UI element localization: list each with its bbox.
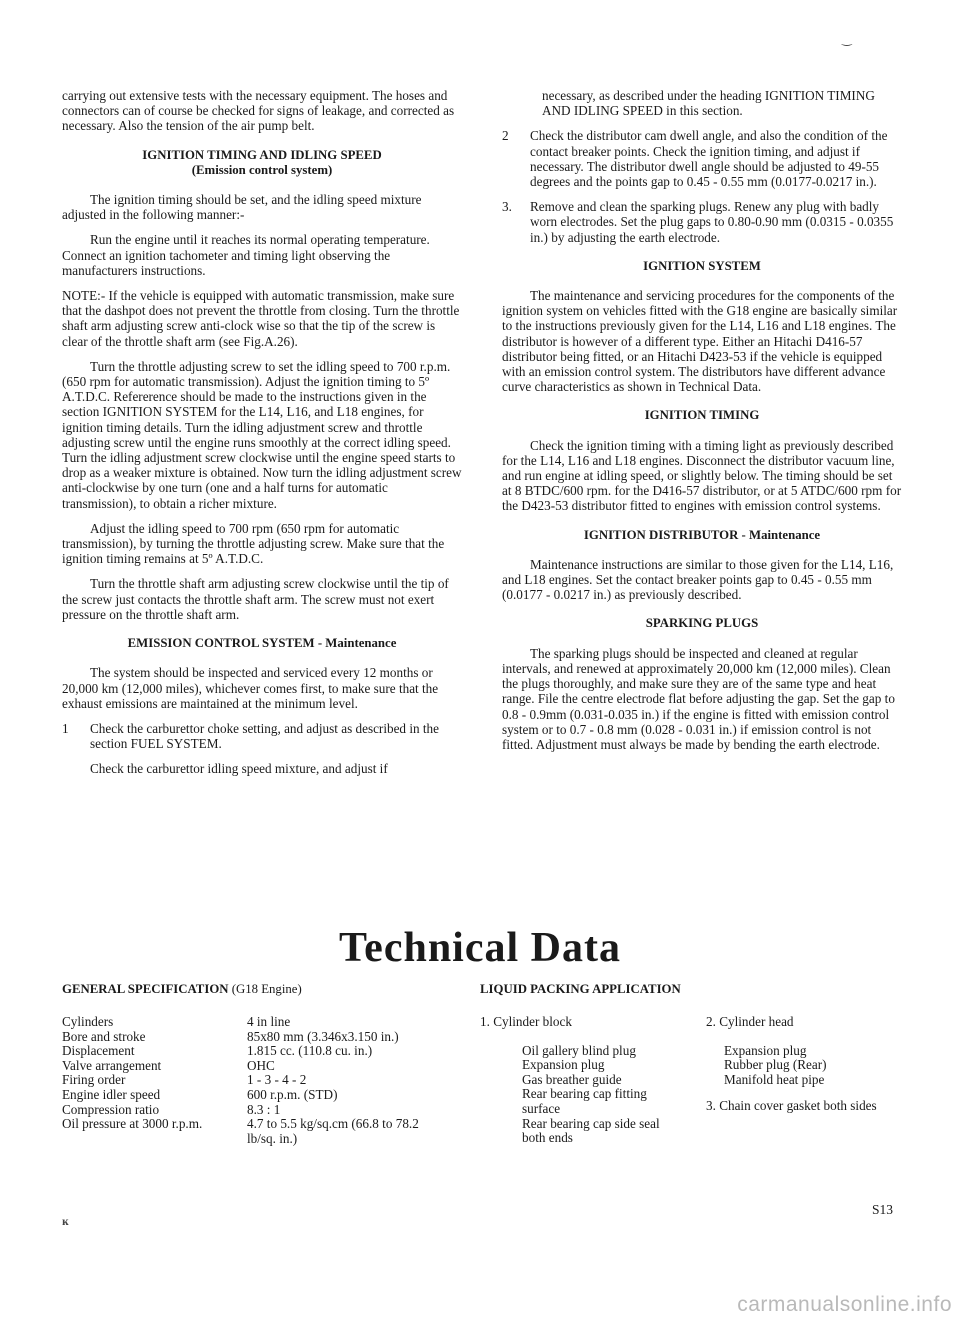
spec-label: Displacement xyxy=(62,1043,135,1059)
footer-watermark[interactable]: carmanualsonline.info xyxy=(737,1293,952,1316)
intro-paragraph: carrying out extensive tests with the necessary equipment. The hoses and connectors can of course be checked for signs of leakage, and corrected as necessary. Also the tension of the air pump belt. xyxy=(62,88,455,134)
paragraph: Adjust the idling speed to 700 rpm (650 rpm for automatic transmission), by turning the throttle adjusting screw. Make sure that the ignition timing remains at 5º A.T.D.C. xyxy=(62,520,445,567)
list-item: both ends xyxy=(522,1130,573,1146)
group-items xyxy=(706,1044,926,1088)
spec-value: 4 in line xyxy=(247,1014,291,1029)
left-column xyxy=(62,88,462,787)
spec-label: Valve arrangement xyxy=(62,1057,162,1073)
item-text: Remove and clean the sparking plugs. Renew any plug with badly worn electrodes. Set the plug gaps to 0.80-0.90 mm (0.0315 - 0.0355 in.) by adjusting the earth electrode. xyxy=(530,199,894,245)
general-spec-title: GENERAL SPECIFICATION xyxy=(62,982,229,996)
general-spec-values xyxy=(247,1015,467,1146)
list-item: Rear bearing cap fitting xyxy=(522,1086,647,1102)
list-item: Gas breather guide xyxy=(522,1071,622,1087)
liquid-packing-group-1 xyxy=(480,1015,680,1146)
group-3-title: 3. Chain cover gasket both sides xyxy=(706,1098,877,1114)
liquid-packing-heading: LIQUID PACKING APPLICATION xyxy=(480,982,681,996)
right-column xyxy=(502,88,902,762)
heading-title: IGNITION TIMING AND IDLING SPEED xyxy=(142,147,382,162)
scan-speck: ĸ xyxy=(62,1214,69,1228)
item-text: Check the distributor cam dwell angle, and also the condition of the contact breaker points. Check the ignition timing, and adjust if necessary. The distributor dwell angle should be adjusted to 49-55 degrees and the points gap to 0.45 - 0.55 mm (0.0177-0.0217 in.). xyxy=(530,128,888,190)
scan-speck: ‿ xyxy=(842,32,852,46)
paragraph: Run the engine until it reaches its normal operating temperature. Connect an ignition tachometer and timing light observing the manufacturers instructions. xyxy=(62,232,430,278)
paragraph: Check the carburettor idling speed mixture, and adjust if xyxy=(90,761,388,777)
spec-label: Oil pressure at 3000 r.p.m. xyxy=(62,1116,203,1132)
spec-value: 1.815 cc. (110.8 cu. in.) xyxy=(247,1043,373,1059)
spec-value: 600 r.p.m. (STD) xyxy=(247,1086,338,1102)
list-item: Manifold heat pipe xyxy=(724,1071,825,1087)
paragraph: Check the ignition timing with a timing light as previously described for the L14, L16 and L18 engines. Disconnect the distributor vacuum line, and run engine at idling speed, or slightly below. The timing should be set at 8 BTDC/600 rpm. for the D416-57 distributor, or at 5 ATDC/600 rpm for the D423-53 distributor fitted to engines with emission control systems. xyxy=(502,437,902,514)
item-text: Check the carburettor choke setting, and adjust as described in the section FUEL SYSTEM. xyxy=(90,720,439,752)
spec-label: Firing order xyxy=(62,1072,126,1088)
section-heading-ignition-timing-idling xyxy=(62,148,462,178)
spec-label: Bore and stroke xyxy=(62,1028,146,1044)
item-number: 1 xyxy=(62,720,69,736)
paragraph: The sparking plugs should be inspected and cleaned at regular intervals, and renewed at approximately 20,000 km (12,000 miles). Clean the plugs thoroughly, and make sure they are of the same type and heat range. File the centre electrode flat before adjusting the gap. Set the gap to 0.8 - 0.9mm (0.031-0.035 in.) if the engine is fitted with emission control system or to 0.7 - 0.8 mm (0.028 - 0.031 in.) if emission control is not fitted. Adjustment must always be made by bending the earth electrode. xyxy=(502,645,895,752)
note-paragraph: NOTE:- If the vehicle is equipped with automatic transmission, make sure that the dashpot does not prevent the throttle from closing. Turn the throttle shaft arm adjusting screw anti-clock wise so that the tip of the screw is clear of the throttle shaft arm (see Fig.A.26). xyxy=(62,288,460,349)
section-heading-ignition-distributor: IGNITION DISTRIBUTOR - Maintenance xyxy=(583,527,821,542)
section-heading-ignition-timing: IGNITION TIMING xyxy=(644,408,760,423)
liquid-packing-group-2 xyxy=(706,1015,926,1114)
item-number: 2 xyxy=(502,128,509,144)
paragraph: The system should be inspected and serviced every 12 months or 20,000 km (12,000 miles), whichever comes first, to make sure that the exhaust emissions are maintained at the minimum level. xyxy=(62,665,439,711)
spec-value: 4.7 to 5.5 kg/sq.cm (66.8 to 78.2 xyxy=(247,1116,419,1132)
paragraph: The maintenance and servicing procedures for the components of the ignition system on vehicles fitted with the G18 engine are basically similar to the instructions previously given for the L14, L16 and L18 engines. The distributor is however of a different type. Either an Hitachi D416-57 distributor being fitted, or an Hitachi D423-53 if the vehicle is equipped with an emission control system. The distributors have different advance curve characteristics as shown in Technical Data. xyxy=(502,288,898,395)
paragraph: necessary, as described under the heading IGNITION TIMING AND IDLING SPEED in this section. xyxy=(542,88,875,119)
group-title: 1. Cylinder block xyxy=(480,1014,572,1029)
numbered-item xyxy=(62,721,462,751)
technical-data-title: Technical Data xyxy=(339,925,621,971)
list-item: Expansion plug xyxy=(724,1042,807,1058)
paragraph: The ignition timing should be set, and the idling speed mixture adjusted in the following manner:- xyxy=(62,192,422,223)
numbered-item xyxy=(502,128,902,189)
paragraph: Maintenance instructions are similar to those given for the L14, L16, and L18 engines. Set the contact breaker points gap to 0.45 - 0.55 mm (0.0177 - 0.0217 in.) as previously described. xyxy=(502,556,894,603)
spec-value: 85x80 mm (3.346x3.150 in.) xyxy=(247,1028,399,1044)
section-heading-ignition-system: IGNITION SYSTEM xyxy=(643,258,761,273)
spec-label: Cylinders xyxy=(62,1014,114,1029)
list-item: Rear bearing cap side seal xyxy=(522,1115,660,1131)
numbered-item xyxy=(502,199,902,245)
general-spec-labels xyxy=(62,1015,232,1132)
list-item: Rubber plug (Rear) xyxy=(724,1057,827,1073)
group-title: 2. Cylinder head xyxy=(706,1014,794,1029)
general-spec-heading xyxy=(62,982,302,997)
spec-value: lb/sq. in.) xyxy=(247,1130,298,1146)
spec-value: 1 - 3 - 4 - 2 xyxy=(247,1072,307,1088)
section-heading-emission-control: EMISSION CONTROL SYSTEM - Maintenance xyxy=(127,636,397,651)
paragraph: Turn the throttle adjusting screw to set the idling speed to 700 r.p.m. (650 rpm for automatic transmission). Adjust the ignition timing to 5º A.T.D.C. Refererence should be made to the instructions given in the section IGNITION SYSTEM for the L14, L16, and L18 engines, for ignition timing details. Turn the idling adjustment screw and throttle adjusting screw until the engine runs smoothly at the correct idling speed. Turn the idling adjustment screw clockwise until the engine speed starts to drop as a weaker mixture is obtained. Now turn the idling adjustment screw anti-clockwise by one turn (one and a half turns for automatic transmission), to obtain a richer mixture. xyxy=(62,358,462,511)
list-item: Expansion plug xyxy=(522,1057,605,1073)
list-item: surface xyxy=(522,1100,561,1116)
spec-value: 8.3 : 1 xyxy=(247,1101,281,1117)
spec-label: Engine idler speed xyxy=(62,1086,161,1102)
section-heading-sparking-plugs: SPARKING PLUGS xyxy=(645,616,759,631)
spec-label: Compression ratio xyxy=(62,1101,160,1117)
paragraph: Turn the throttle shaft arm adjusting screw clockwise until the tip of the screw just contacts the throttle shaft arm. The screw must not exert pressure on the throttle shaft arm. xyxy=(62,576,449,622)
item-number: 3. xyxy=(502,199,512,215)
spec-value: OHC xyxy=(247,1057,275,1073)
general-spec-engine: (G18 Engine) xyxy=(231,982,302,996)
heading-subtitle: (Emission control system) xyxy=(191,162,333,177)
list-item: Oil gallery blind plug xyxy=(522,1042,636,1058)
page-number: S13 xyxy=(872,1202,894,1217)
group-items xyxy=(480,1044,680,1146)
